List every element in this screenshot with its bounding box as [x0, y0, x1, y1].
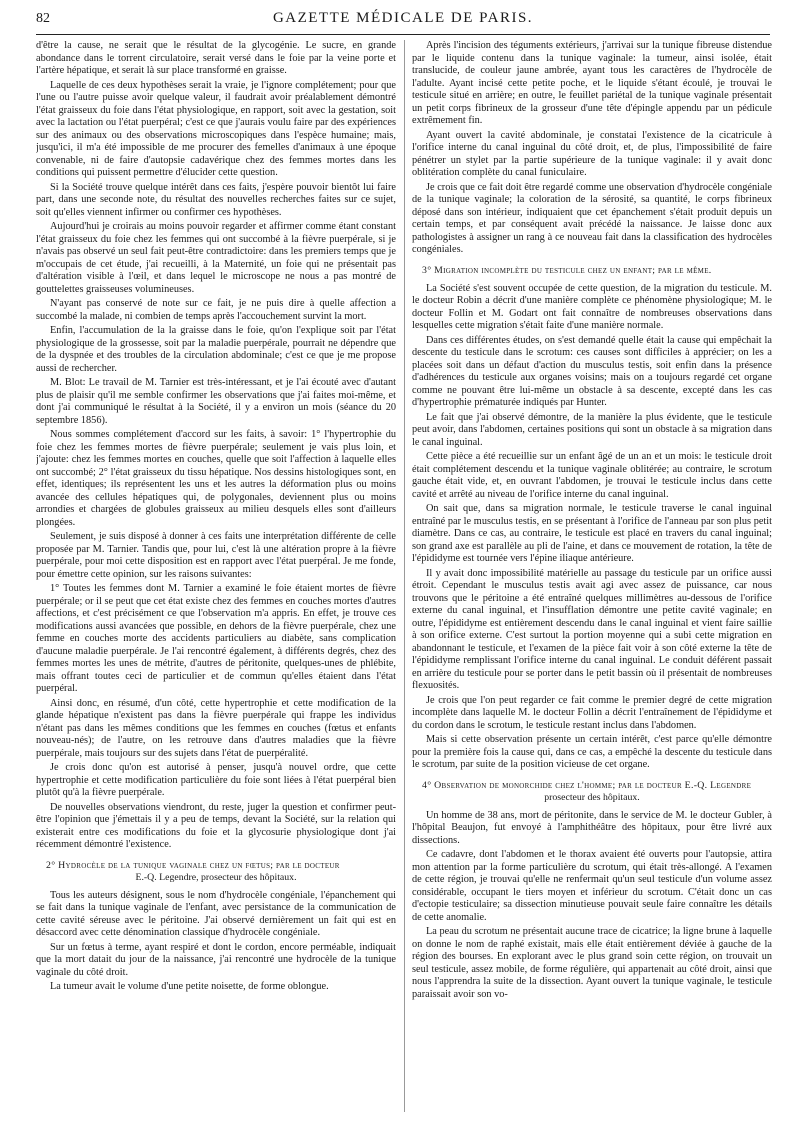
section-author: prosecteur des hôpitaux.: [544, 791, 640, 803]
paragraph: d'être la cause, ne serait que le résultat de la glycogénie. Le sucre, en grande abondance dans le torrent circulatoire, serait versé dans le foie par la veine porte et l'artère hépatique, et serait là sur place transformé en graisse.: [36, 40, 396, 76]
section-heading: [412, 780, 772, 804]
paragraph: Il y avait donc impossibilité matérielle au passage du testicule par un orifice aussi étroit. Cependant le musculus testis avait agi avec assez de puissance, car nous trouvons que le péritoine a été entraîné quelques millimètres au-dessous de l'orifice externe du canal inguinal, et l'insufflation démontre une petite cavité vaginale; en outre, l'épididyme est entièrement descendu dans le canal inguinal et vient faire saillie à son orifice externe. C'est surtout la portion moyenne qui a subi cette migration en abandonnant le testicule, et l'examen de la pièce fait voir à son côté externe la tête de l'épididyme remplissant l'orifice interne du canal inguinal. Le conduit déférent passait en arrière du testicule pour se porter dans le petit bassin où il présentait de nombreuses flexuosités.: [412, 567, 772, 691]
paragraph: Enfin, l'accumulation de la la graisse dans le foie, qu'on l'explique soit par l'état physiologique de la grossesse, soit par la maladie puerpérale, pourrait ne dépendre que de la dyspnée et des troubles de la circulation abdominale; c'est ce que je me propose aussi de rechercher.: [36, 325, 396, 374]
paragraph: Cette pièce a été recueillie sur un enfant âgé de un an et un mois: le testicule droit était complétement descendu et la tunique vaginale oblitérée; au contraire, le scrotum gauche était vide, et, en ouvrant l'abdomen, je trouvai le testicule inclus dans cette cavité et arrêté au niveau de l'orifice interne du canal inguinal.: [412, 451, 772, 500]
paragraph: De nouvelles observations viendront, du reste, juger la question et confirmer peut-être l'opinion que j'émettais il y a peu de temps, devant la Société, sur la relation qui existerait entre ces modifications du foie et la glycosurie physiologique dont j'ai récemment démontré l'existence.: [36, 801, 396, 850]
paragraph: Le fait que j'ai observé démontre, de la manière la plus évidente, que le testicule peut avoir, dans l'abdomen, certaines positions qui sont un obstacle à sa migration dans le canal inguinal.: [412, 411, 772, 448]
section-heading: [36, 860, 396, 884]
paragraph: La Société s'est souvent occupée de cette question, de la migration du testicule. M. le docteur Robin a décrit d'une manière complète ce phénomène physiologique; M. le docteur Follin et M. Godart ont fait connaître de nombreuses observations dans lesquelles cette migration s'était faite d'une manière normale.: [412, 282, 772, 331]
paragraph: Mais si cette observation présente un certain intérêt, c'est parce qu'elle démontre pour la première fois la cause qui, dans ce cas, a empêché la descente du testicule dans le scrotum, par suite de la position vicieuse de cet organe.: [412, 734, 772, 770]
paragraph: Nous sommes complétement d'accord sur les faits, à savoir: 1° l'hypertrophie du foie chez les femmes mortes de fièvre puerpérale; seulement je vais plus loin, et j'ajoute: chez les femmes mortes en couches, quelle que soit l'affection à laquelle elles ont succombé; 2° l'état graisseux du tissu hépatique. Nos dessins histologiques sont, en effet, identiques; ils représentent les uns et les autres la déformation plus ou moins avancée des cellules hépatiques qui, de polygonales, deviennent plus ou moins arrondies et chargées de globules graisseux au milieu desquels elles sont d'ailleurs plongées.: [36, 429, 396, 528]
paragraph: Ce cadavre, dont l'abdomen et le thorax avaient été ouverts pour l'autopsie, attira mon attention par la forme particulière du scrotum, qui était très-allongé. A l'examen de cette région, je trouvai qu'elle ne renfermait qu'un seul testicule d'un volume assez considérable, occupant le tiers moyen et inférieur du scrotum. C'était donc un cas d'ectopie testiculaire; sa dissection minutieuse pouvait seule faire connaître les détails de cette anomalie.: [412, 849, 772, 923]
paragraph: La tumeur avait le volume d'une petite noisette, de forme oblongue.: [50, 981, 329, 992]
paragraph: M. Blot: Le travail de M. Tarnier est très-intéressant, et je l'ai écouté avec d'autant plus de plaisir qu'il me semble confirmer les observations que j'ai faites moi-même, et dont j'ai communiqué le résultat à la Société, il y a environ un mois (séance du 20 septembre 1856).: [36, 377, 396, 426]
paragraph: Si la Société trouve quelque intérêt dans ces faits, j'espère pouvoir bientôt lui faire part, dans une seconde note, du résultat des nouvelles recherches faites sur ce sujet, soit qu'elles viennent infirmer ou confirmer ces hypothèses.: [36, 181, 396, 218]
paragraph: Je crois donc qu'on est autorisé à penser, jusqu'à nouvel ordre, que cette hypertrophie et cette modification particulière du foie sont liées à l'état puerpéral bien plutôt qu'à la fièvre puerpérale.: [36, 762, 396, 798]
left-column: [36, 40, 396, 1115]
paragraph: 1° Toutes les femmes dont M. Tarnier a examiné le foie étaient mortes de fièvre puerpérale; or il se peut que cet état existe chez des femmes en couches mortes d'autres affections, et c'est précisément ce que l'observation m'a appris. En effet, je trouve ces modifications aussi avancées que possible, en dehors de la fièvre puerpérale, chez une femme en couches morte des accidents particuliers au diabète, sans complication d'aucune maladie puerpérale. Je l'ai rencontré également, à différents degrés, chez des femmes mortes les unes de métrite, d'autres de péritonite, quelques-unes de phlébite, mais offrant toutes ceci de particulier et de commun qu'elles étaient dans l'état puerpéral.: [36, 583, 396, 694]
section-title: 3° Migration incomplète du testicule chez un enfant; par le même.: [422, 264, 712, 276]
paragraph: Ayant ouvert la cavité abdominale, je constatai l'existence de la cicatricule à l'orifice interne du canal inguinal du côté droit, et, de plus, l'impossibilité de faire pénétrer un stylet par la partie supérieure de la tunique vaginale: il y avait donc oblitération complète du canal funiculaire.: [412, 129, 772, 178]
section-title: 2° Hydrocèle de la tunique vaginale chez un fœtus; par le docteur: [46, 859, 340, 871]
paragraph: Tous les auteurs désignent, sous le nom d'hydrocèle congéniale, l'épanchement qui se fait dans la tunique vaginale de l'enfant, avec persistance de la communication de cette cavité séreuse avec le péritoine. J'ai observé dernièrement un fait qui est en désaccord avec cette dénomination classique d'hydrocèle congéniale.: [36, 889, 396, 938]
paragraph: Sur un fœtus à terme, ayant respiré et dont le cordon, encore perméable, indiquait que la mort datait du jour de la naissance, j'ai rencontré une hydrocèle de la tunique vaginale du côté droit.: [36, 941, 396, 978]
paragraph: Aujourd'hui je croirais au moins pouvoir regarder et affirmer comme étant constant l'état graisseux du foie chez les femmes qui ont succombé à la fièvre puerpérale, si je n'avais pas observé un seul fait peut-être contradictoire: dans les premiers temps que je m'occupais de cet étude, j'ai recueilli, à la Maternité, un foie qui ne présentait pas d'altération visible à l'œil, et dans lequel le microscope ne nous a pas montré de gouttelettes graisseuses volumineuses.: [36, 221, 396, 295]
page-number: 82: [36, 11, 50, 26]
paragraph: On sait que, dans sa migration normale, le testicule traverse le canal inguinal entraîné par le musculus testis, en se présentant à l'orifice de l'anneau par son plus petit diamètre. Dans ce cas, au contraire, le testicule est placé en travers du canal inguinal; son grand axe est parallèle au pli de l'aine, et dans ce mouvement de rotation, la tête de l'épididyme est tournée vers l'épine iliaque antérieure.: [412, 503, 772, 564]
paragraph: Dans ces différentes études, on s'est demandé quelle était la cause qui empêchait la descente du testicule dans le scrotum: ces causes sont difficiles à apprécier; on les a placées soit dans un défaut d'action du musculus testis, soit enfin dans la présence d'adhérences du testicule aux organes voisins; mais on a toujours regardé cet organe comme ne pouvant être lui-même un obstacle à sa descente, excepté dans les cas d'hypertrophie prématurée indiqués par Hunter.: [412, 334, 772, 408]
masthead-title: GAZETTE MÉDICALE DE PARIS.: [272, 10, 534, 26]
column-divider: [404, 40, 405, 1112]
section-title: 4° Observation de monorchide chez l'homme; par le docteur E.-Q. Legendre: [422, 779, 752, 791]
paragraph: Je crois que ce fait doit être regardé comme une observation d'hydrocèle congéniale de la tunique vaginale; la coloration de la sérosité, sa quantité, le corps fibrineux déposé dans son intérieur, indiquaient que cet épanchement s'était produit depuis un certain temps, et par conséquent avait précédé la naissance. Je laisse donc aux pathologistes à assigner un rang à ce nouveau fait dans la classification des hydrocèles congéniales.: [412, 181, 772, 255]
right-column: [412, 40, 772, 1115]
paragraph: Après l'incision des téguments extérieurs, j'arrivai sur la tunique fibreuse distendue par le liquide contenu dans la tunique vaginale: la tumeur, ainsi isolée, était translucide, de couleur jaune ambrée, ayant tous les caractères de l'hydrocèle de l'adulte. Ayant incisé cette petite poche, et le liquide s'étant écoulé, je trouvai le testicule situé en arrière; en outre, le feuillet pariétal de la tunique vaginale présentait un petit corps fibrineux de la grosseur d'une tête d'épingle appendu par un pédicule extrêmement fin.: [412, 40, 772, 126]
paragraph: Ainsi donc, en résumé, d'un côté, cette hypertrophie et cette modification de la glande hépatique n'existent pas dans la fièvre puerpérale qui frappe les individus n'étant pas dans les mêmes conditions que les femmes en couches (fœtus et enfants nouveau-nés); de l'autre, on les retrouve dans d'autres maladies que la fièvre puerpérale, mais toujours sur des sujets dans l'état de puerpéralité.: [36, 697, 396, 759]
paragraph: Je crois que l'on peut regarder ce fait comme le premier degré de cette migration incomplète dans laquelle M. le docteur Follin a décrit l'entraînement de l'épididyme et du cordon dans le scrotum, le testicule restant inclus dans l'abdomen.: [412, 694, 772, 731]
paragraph: N'ayant pas conservé de note sur ce fait, je ne puis dire à quelle affection a succombé la malade, ni combien de temps après l'accouchement survint la mort.: [36, 298, 396, 322]
paragraph: Laquelle de ces deux hypothèses serait la vraie, je l'ignore complétement; pour que l'une ou l'autre puisse avoir quelque valeur, il faudrait avoir préalablement démontré l'état graisseux du foie dans l'état physiologique, en rapport, soit avec la gestation, soit avec la lactation ou l'état puerpéral; c'est ce que j'aurais voulu faire par des expériences sur des animaux ou des observations microscopiques dans l'espèce humaine; mais, jusqu'ici, il m'a été impossible de me procurer des femelles d'animaux à une époque convenable, ni de faire d'autopsie cadavérique chez des femmes mortes dans les conditions qui puissent permettre d'élucider cette question.: [36, 79, 396, 178]
section-heading: [412, 265, 772, 277]
paragraph: Seulement, je suis disposé à donner à ces faits une interprétation différente de celle proposée par M. Tarnier. Tandis que, pour lui, c'est là une altération propre à la fièvre puerpérale, pour moi cette disposition est en rapport avec l'état puerpéral. Je me fonde, pour émettre cette opinion, sur les raisons suivantes:: [36, 531, 396, 580]
page-header: [36, 10, 770, 35]
section-author: E.-Q. Legendre, prosecteur des hôpitaux.: [135, 871, 297, 883]
paragraph: La peau du scrotum ne présentait aucune trace de cicatrice; la ligne brune à laquelle on donne le nom de raphé existait, mais elle était entièrement déviée à gauche de la région des bourses. En explorant avec le plus grand soin cette région, on trouvait un seul testicule, assez mobile, de forme régulière, qui appartenait au côté droit, ainsi que nous l'apprendra la suite de la dissection. Ayant ouvert la tunique vaginale, le testicule paraissait avoir son vo-: [412, 926, 772, 1000]
paragraph: Un homme de 38 ans, mort de péritonite, dans le service de M. le docteur Gubler, à l'hôpital Beaujon, fut envoyé à l'amphithéâtre des hôpitaux, pour être livré aux dissections.: [412, 809, 772, 846]
